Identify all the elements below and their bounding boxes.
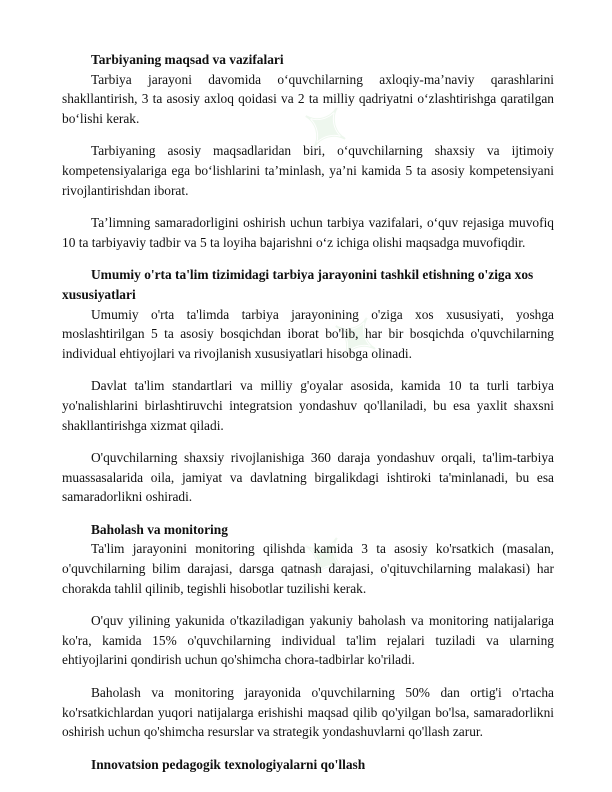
section-innovation [62,755,554,775]
paragraph: Ta’limning samaradorligini oshirish uchun tarbiya vazifalari, o‘quv rejasiga muvofiq 10 ta tarbiyaviy tadbir va 5 ta loyiha bajarishni o‘z ichiga olishi maqsadga muvofiqdir. [62,215,554,250]
paragraph: Tarbiyaning asosiy maqsadlaridan biri, o‘quvchilarning shaxsiy va ijtimoiy kompetensiyalariga ega bo‘lishlarini ta’minlash, ya’ni kamida 5 ta asosiy kompetensiyani rivojlantirishdan iborat. [62,143,554,198]
paragraph: Tarbiya jarayoni davomida o‘quvchilarning axloqiy-ma’naviy qarashlarini shakllantirish, 3 ta asosiy axloq qoidasi va 2 ta milliy qadriyatni o‘zlashtirishga qaratilgan bo‘lishi kerak. [62,71,554,126]
section-features [62,265,554,507]
section-heading: Umumiy o'rta ta'lim tizimidagi tarbiya jarayonini tashkil etishning o'ziga xos xususiyatlari [62,267,534,302]
paragraph: Davlat ta'lim standartlari va milliy g'oyalar asosida, kamida 10 ta turli tarbiya yo'nalishlarini birlashtiruvchi integratsion yondashuv qo'llaniladi, bu esa yaxlit shaxsni shakllantirishga xizmat qiladi. [62,378,554,433]
paragraph: Ta'lim jarayonini monitoring qilishda kamida 3 ta asosiy ko'rsatkich (masalan, o'quvchilarning bilim darajasi, darsga qatnash darajasi, o'qituvchilarning malakasi) har chorakda tahlil qilinib, tegishli hisobotlar tuzilishi kerak. [62,541,554,596]
section-goals [62,50,554,252]
paragraph: Baholash va monitoring jarayonida o'quvchilarning 50% dan ortig'i o'rtacha ko'rsatkichlardan yuqori natijalarga erishishi maqsad qilib qo'yilgan bo'lsa, samaradorlikni oshirish uchun qo'shimcha resurslar va strategik yondashuvlarni qo'llash zarur. [62,685,554,740]
section-monitoring [62,520,554,742]
watermark-glyph: ✦ [315,292,403,377]
watermark-glyph: ✦ [285,82,373,167]
document-page [62,50,554,774]
section-heading: Tarbiyaning maqsad va vazifalari [91,52,284,67]
paragraph: O'quv yilining yakunida o'tkaziladigan yakuniy baholash va monitoring natijalariga ko'ra, kamida 15% o'quvchilarning individual ta'lim rejalari tuziladi va ularning ehtiyojlarini qondirish uchun qo'shimcha chora-tadbirlar ko'riladi. [62,613,554,668]
watermark-glyph: ✦ [285,512,373,597]
paragraph: Umumiy o'rta ta'limda tarbiya jarayonining o'ziga xos xususiyati, yoshga moslashtirilgan 5 ta asosiy bosqichdan iborat bo'lib, har bir bosqichda o'quvchilarning individual ehtiyojlari va rivojlanish xususiyatlari hisobga olinadi. [62,306,554,361]
section-heading: Baholash va monitoring [91,521,228,537]
paragraph: O'quvchilarning shaxsiy rivojlanishiga 360 daraja yondashuv orqali, ta'lim-tarbiya muassasalarida oila, jamiyat va davlatning birgalikdagi ishtiroki ta'minlanadi, bu esa samaradorlikni oshiradi. [62,450,554,505]
section-heading: Innovatsion pedagogik texnologiyalarni qo'llash [91,756,366,772]
